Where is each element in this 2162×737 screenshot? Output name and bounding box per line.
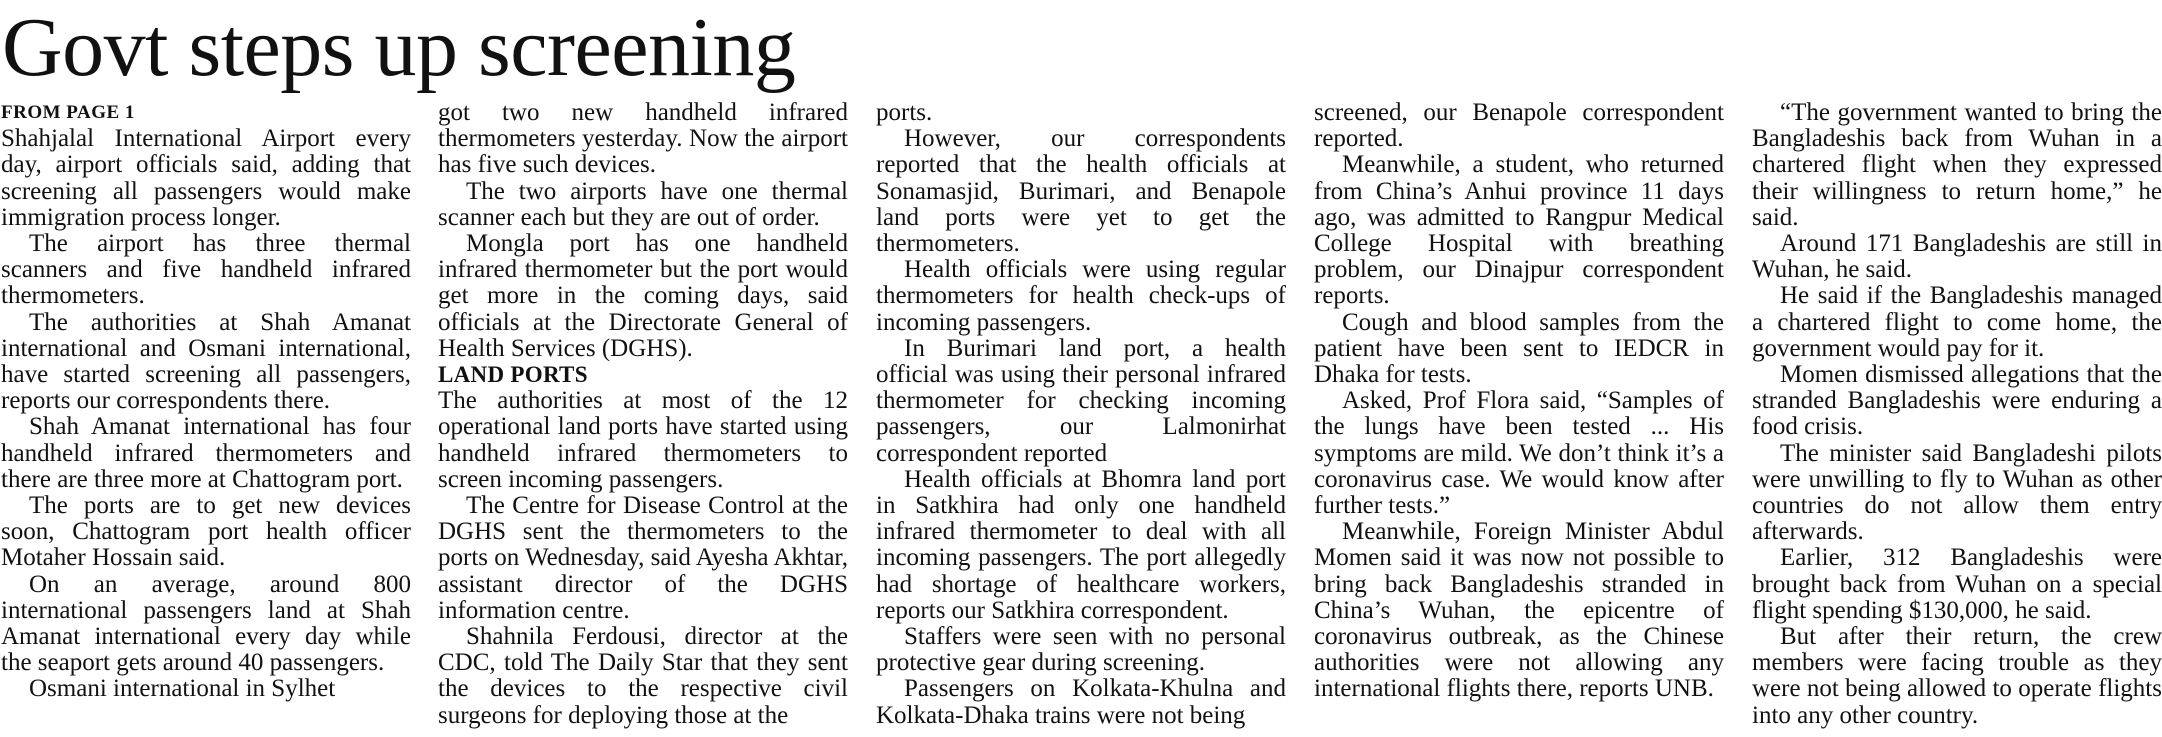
paragraph: In Burimari land port, a health official was using their personal infrared thermometer for checking incoming passengers, our Lalmonirhat correspondent reported [876, 334, 1286, 467]
section-subhead: LAND PORTS [438, 362, 588, 388]
paragraph: Meanwhile, a student, who returned from China’s Anhui province 11 days ago, was admitted to Rangpur Medical College Hospital with breathing problem, our Dinajpur correspondent reports. [1314, 151, 1724, 310]
paragraph: The two airports have one thermal scanner each but they are out of order. [438, 177, 848, 231]
paragraph: Earlier, 312 Bangladeshis were brought back from Wuhan on a special flight spending $130,000, he said. [1752, 544, 2162, 624]
article-column-2 [438, 100, 848, 729]
paragraph: Meanwhile, Foreign Minister Abdul Momen said it was now not possible to bring back Bangladeshis stranded in China’s Wuhan, the epicentre of coronavirus outbreak, as the Chinese authorities were not allowing any international flights there, reports UNB. [1314, 518, 1724, 703]
paragraph: The Centre for Disease Control at the DGHS sent the thermometers to the ports on Wednesday, said Ayesha Akhtar, assistant director of the DGHS information centre. [438, 492, 848, 624]
paragraph: Passengers on Kolkata-Khulna and Kolkata-Dhaka trains were not being [876, 675, 1286, 729]
paragraph: The authorities at most of the 12 operational land ports have started using handheld infrared thermometers to screen incoming passengers. [438, 387, 848, 493]
paragraph: The minister said Bangladeshi pilots were unwilling to fly to Wuhan as other countries do not allow them entry afterwards. [1752, 439, 2162, 546]
paragraph: Shahnila Ferdousi, director at the CDC, told The Daily Star that they sent the devices to the respective civil surgeons for deploying those at the [438, 623, 848, 729]
paragraph: He said if the Bangladeshis managed a chartered flight to come home, the government would pay for it. [1752, 282, 2162, 362]
paragraph: The ports are to get new devices soon, Chattogram port health officer Motaher Hossain said. [1, 492, 411, 572]
article-column-3 [876, 100, 1286, 729]
paragraph: got two new handheld infrared thermometers yesterday. Now the airport has five such devices. [438, 99, 848, 179]
paragraph: Asked, Prof Flora said, “Samples of the lungs have been tested ... His symptoms are mild. We don’t think it’s a coronavirus case. We would know after further tests.” [1314, 387, 1724, 520]
paragraph: The airport has three thermal scanners and five handheld infrared thermometers. [1, 230, 411, 310]
paragraph: Shah Amanat international has four handheld infrared thermometers and there are three more at Chattogram port. [1, 413, 411, 493]
paragraph: Momen dismissed allegations that the stranded Bangladeshis were enduring a food crisis. [1752, 361, 2162, 441]
paragraph: Mongla port has one handheld infrared thermometer but the port would get more in the coming days, said officials at the Directorate General of Health Services (DGHS). [438, 230, 848, 362]
paragraph: screened, our Benapole correspondent reported. [1314, 99, 1724, 153]
paragraph: On an average, around 800 international passengers land at Shah Amanat international every day while the seaport gets around 40 passengers. [1, 570, 411, 677]
paragraph: ports. [876, 99, 933, 126]
paragraph: Staffers were seen with no personal protective gear during screening. [876, 623, 1286, 677]
paragraph: Health officials were using regular thermometers for health check-ups of incoming passengers. [876, 256, 1286, 336]
paragraph: Around 171 Bangladeshis are still in Wuhan, he said. [1752, 230, 2162, 284]
paragraph: Cough and blood samples from the patient have been sent to IEDCR in Dhaka for tests. [1314, 308, 1724, 389]
paragraph: Shahjalal International Airport every day, airport officials said, adding that screening all passengers would make immigration process longer. [1, 125, 411, 231]
paragraph: But after their return, the crew members were facing trouble as they were not being allowed to operate flights into any other country. [1752, 623, 2162, 729]
article-column-4 [1314, 100, 1724, 703]
continuation-kicker: FROM PAGE 1 [1, 102, 135, 123]
paragraph: Osmani international in Sylhet [29, 675, 336, 703]
paragraph: Health officials at Bhomra land port in Satkhira had only one handheld infrared thermometer to deal with all incoming passengers. The port allegedly had shortage of healthcare workers, reports our Satkhira correspondent. [876, 465, 1286, 624]
paragraph: “The government wanted to bring the Bangladeshis back from Wuhan in a chartered flight when they expressed their willingness to return home,” he said. [1752, 99, 2162, 231]
paragraph: The authorities at Shah Amanat international and Osmani international, have started screening all passengers, reports our correspondents there. [1, 308, 411, 415]
article-column-1 [1, 100, 411, 703]
paragraph: However, our correspondents reported that the health officials at Sonamasjid, Burimari, and Benapole land ports were yet to get the thermometers. [876, 125, 1286, 258]
article-column-5 [1752, 100, 2162, 729]
headline: Govt steps up screening [2, 1, 796, 94]
